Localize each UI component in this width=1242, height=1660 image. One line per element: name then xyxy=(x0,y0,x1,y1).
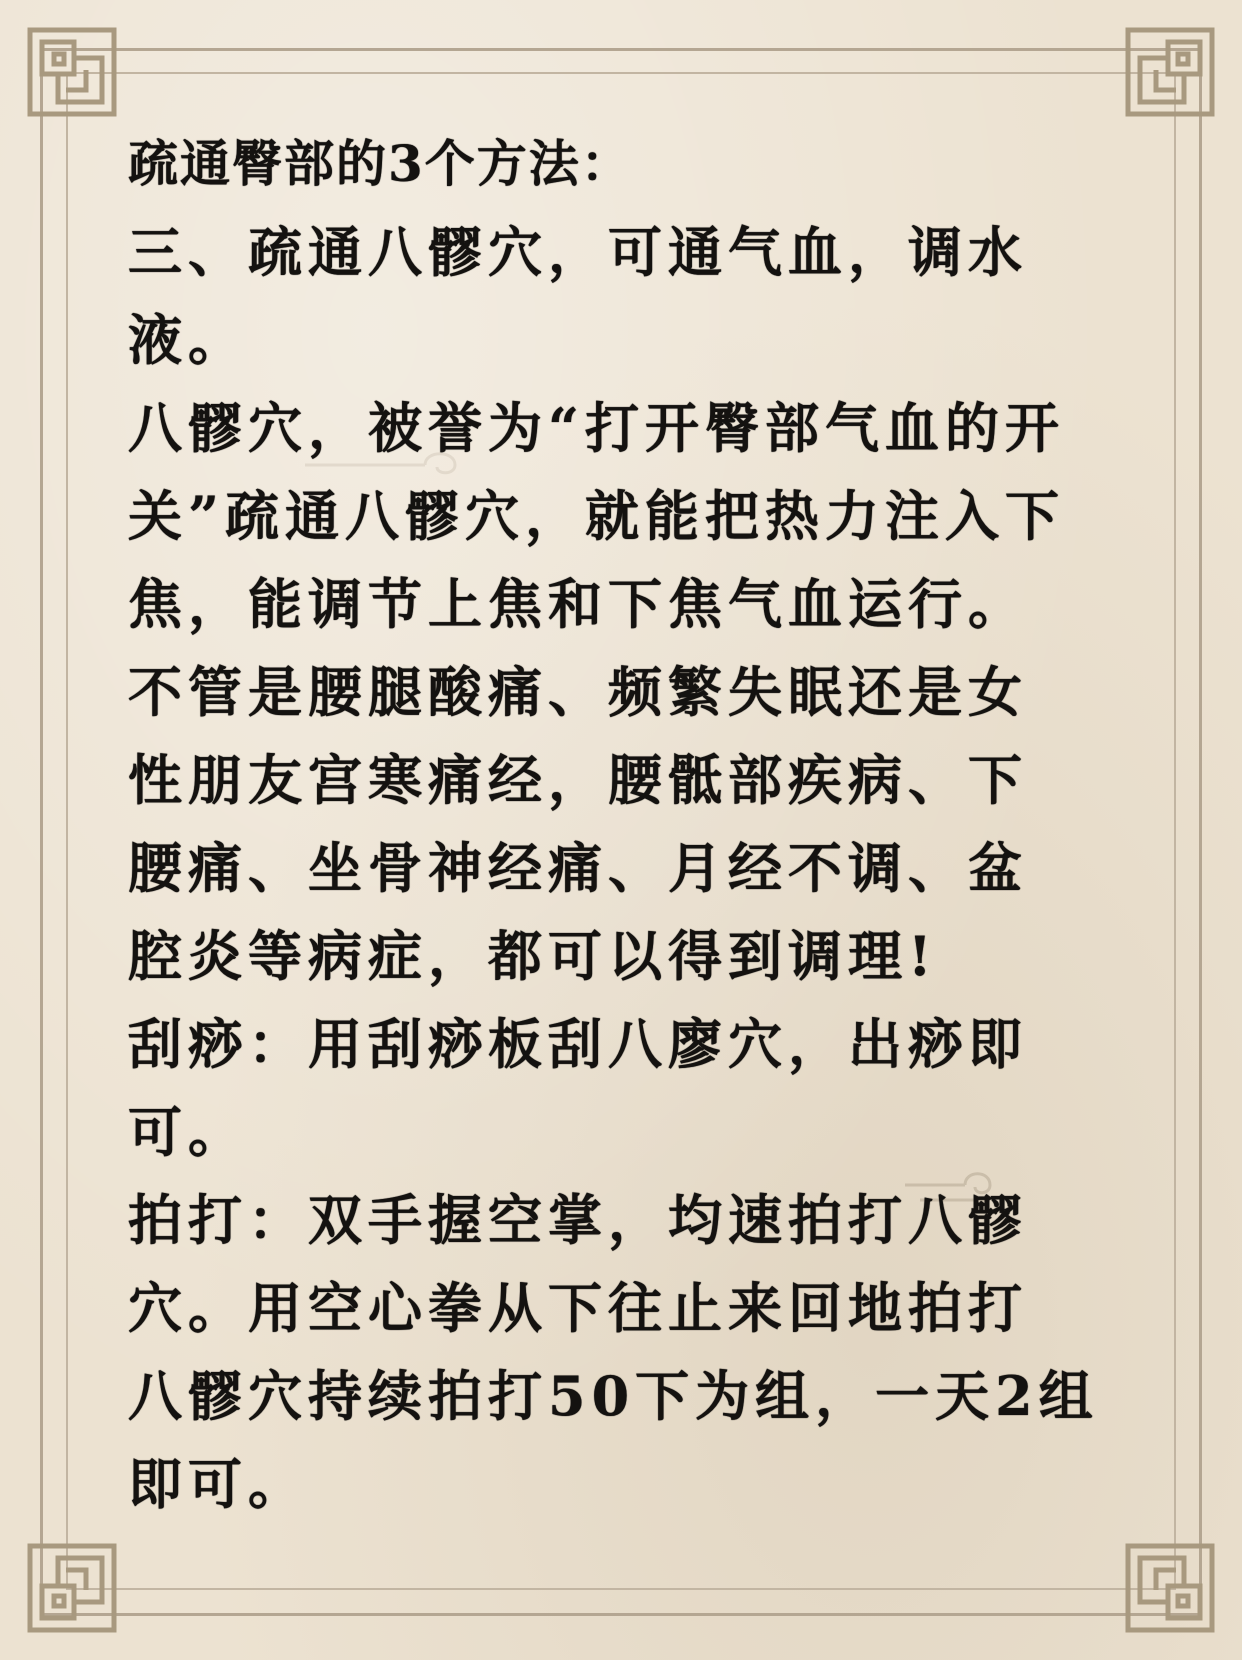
text-line: 八髎穴，被誉为“打开臀部气血的开 xyxy=(128,396,1066,460)
text-line: 八髎穴持续拍打50下为组，一天2组 xyxy=(128,1364,1099,1428)
text-line: 腔炎等病症，都可以得到调理! xyxy=(128,924,938,988)
fret-corner-ornament-icon xyxy=(1124,1542,1216,1634)
text-line: 不管是腰腿酸痛、频繁失眠还是女 xyxy=(128,660,1028,724)
text-line: 性朋友宫寒痛经，腰骶部疾病、下 xyxy=(128,748,1028,812)
text-line: 刮痧：用刮痧板刮八廖穴，出痧即 xyxy=(128,1012,1028,1076)
fret-corner-ornament-icon xyxy=(26,1542,118,1634)
article-heading: 疏通臀部的3个方法： xyxy=(128,134,633,193)
text-line: 液。 xyxy=(128,308,248,372)
text-line: 焦，能调节上焦和下焦气血运行。 xyxy=(128,572,1028,636)
fret-corner-ornament-icon xyxy=(1124,26,1216,118)
article-body xyxy=(128,120,1118,1528)
text-line: 可。 xyxy=(128,1100,248,1164)
text-line: 关”疏通八髎穴，就能把热力注入下 xyxy=(128,484,1066,548)
text-line: 腰痛、坐骨神经痛、月经不调、盆 xyxy=(128,836,1028,900)
text-line: 拍打：双手握空掌，均速拍打八髎 xyxy=(128,1188,1028,1252)
text-line: 三、疏通八髎穴，可通气血，调水 xyxy=(128,220,1028,284)
fret-corner-ornament-icon xyxy=(26,26,118,118)
text-line: 即可。 xyxy=(128,1452,308,1516)
text-line: 穴。用空心拳从下往止来回地拍打 xyxy=(128,1276,1028,1340)
